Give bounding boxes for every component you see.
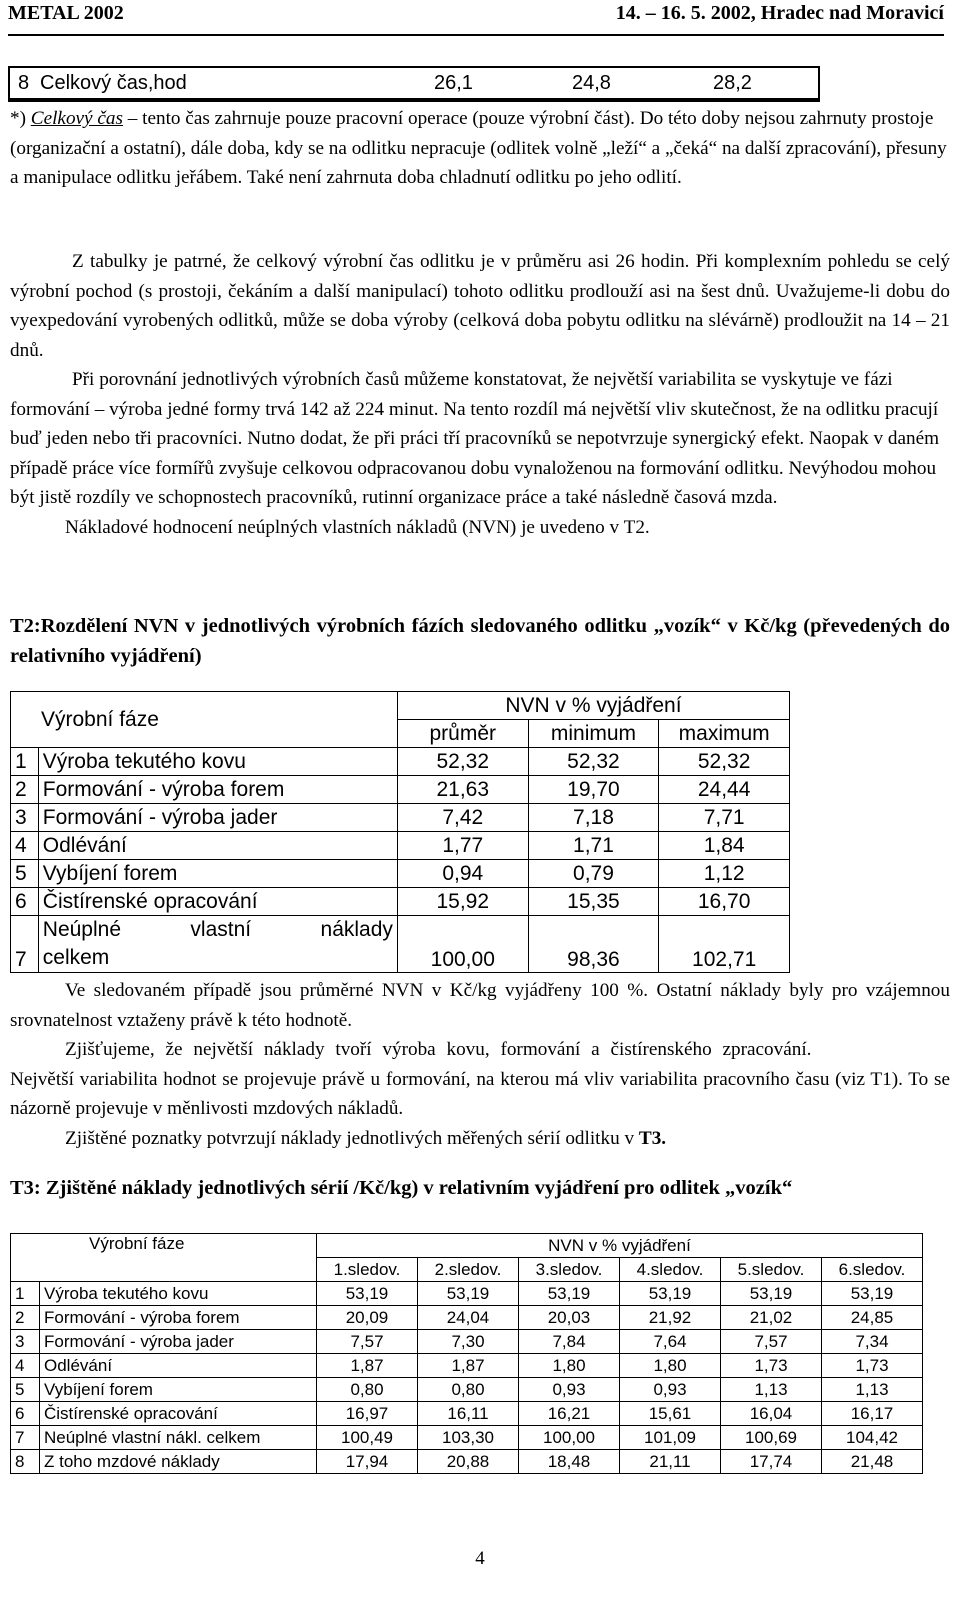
cell-value: 7,34 [822, 1330, 923, 1354]
cell-value: 7,57 [317, 1330, 418, 1354]
cell-value: 21,11 [620, 1450, 721, 1474]
row-name-line-2: celkem [42, 946, 110, 969]
row-name: Čistírenské opracování [40, 1402, 317, 1426]
row-name: Odlévání [40, 1354, 317, 1378]
cell-value: 1,73 [721, 1354, 822, 1378]
paragraph: Z tabulky je patrné, že celkový výrobní čas odlitku je v průměru asi 26 hodin. Při komplexním pohledu se celý výrobní pochod (s prostoji, čekáním a další manipulací) tohoto odlitku prodlouží asi na šest dnů. Uvažujeme-li dobu do vyexpedování vyrobených odlitků, může se doba výroby (celková doba pobytu odlitku na slévárně) prodloužit na 14 – 21 dnů. [10, 251, 950, 361]
cell-value: 18,48 [519, 1450, 620, 1474]
cell-value: 98,36 [528, 916, 659, 973]
row-name: Výroba tekutého kovu [38, 748, 397, 776]
table-row [11, 1330, 923, 1354]
row-name: Vybíjení forem [40, 1378, 317, 1402]
table-row-total [11, 916, 790, 973]
cell-value: 100,69 [721, 1426, 822, 1450]
paragraph: Při porovnání jednotlivých výrobních časů můžeme konstatovat, že největší variabilita se vyskytuje ve fázi formování – výroba jedné formy trvá 142 až 224 minut. Na tento rozdíl má největší vliv skutečnost, že na odlitku pracují buď jeden nebo tři pracovníci. Nutno dodat, že při práci tří pracovníků se nepotvrzuje synergický efekt. Naopak v daném případě práce více formířů zvyšuje celkovou odpracovanou dobu vynaloženou na formování odlitku. Nevýhodou mohou být jistě rozdíly ve schopnostech pracovníků, rutinní organizace práce a také následně časová mzda. [10, 369, 940, 508]
row-number: 7 [11, 1426, 40, 1450]
table-row [11, 1282, 923, 1306]
cell-value: 20,09 [317, 1306, 418, 1330]
row-value-1: 26,1 [434, 72, 473, 94]
cell-value: 1,13 [721, 1378, 822, 1402]
cell-value: 0,79 [528, 860, 659, 888]
table-header-col: maximum [659, 720, 790, 748]
cell-value: 15,35 [528, 888, 659, 916]
row-number: 4 [11, 1354, 40, 1378]
table-t3-caption: T3: Zjištěné náklady jednotlivých sérií /Kč/kg) v relativním vyjádření pro odlitek „vozík“ [10, 1177, 793, 1199]
body-text-1 [10, 247, 950, 542]
paragraph-text: Zjištěné poznatky potvrzují náklady jednotlivých měřených sérií odlitku v [65, 1127, 639, 1149]
cell-value: 0,93 [620, 1378, 721, 1402]
table-header-col: 2.sledov. [418, 1258, 519, 1282]
row-name: Formování - výroba jader [38, 804, 397, 832]
cell-value: 19,70 [528, 776, 659, 804]
cell-value: 21,92 [620, 1306, 721, 1330]
paragraph: Největší variabilita hodnot se projevuje právě u formování, na kterou má vliv variabilita pracovního času (viz T1). To se názorně projevuje v měnlivosti mzdových nákladů. [10, 1068, 950, 1119]
row-number: 8 [11, 1450, 40, 1474]
row-number: 7 [11, 916, 39, 973]
cell-value: 1,87 [418, 1354, 519, 1378]
cell-value: 21,63 [397, 776, 528, 804]
cell-value: 21,02 [721, 1306, 822, 1330]
table-t2 [10, 691, 790, 973]
table-header-phase: Výrobní fáze [11, 692, 398, 748]
table-header-col: průměr [397, 720, 528, 748]
paragraph: Ve sledovaném případě jsou průměrné NVN v Kč/kg vyjádřeny 100 %. Ostatní náklady byly pro vzájemnou srovnatelnost vztaženy právě k této hodnotě. [10, 980, 950, 1031]
cell-value: 1,84 [659, 832, 790, 860]
cell-value: 16,11 [418, 1402, 519, 1426]
table-row [11, 1378, 923, 1402]
paragraph [10, 1124, 950, 1154]
cell-value: 16,04 [721, 1402, 822, 1426]
cell-value: 52,32 [659, 748, 790, 776]
cell-value: 24,85 [822, 1306, 923, 1330]
cell-value: 52,32 [528, 748, 659, 776]
cell-value: 24,44 [659, 776, 790, 804]
cell-value: 1,77 [397, 832, 528, 860]
cell-value: 16,70 [659, 888, 790, 916]
row-name: Vybíjení forem [38, 860, 397, 888]
cell-value: 1,71 [528, 832, 659, 860]
table-row [11, 1426, 923, 1450]
cell-value: 53,19 [721, 1282, 822, 1306]
row-name: Výroba tekutého kovu [40, 1282, 317, 1306]
cell-value: 100,00 [519, 1426, 620, 1450]
paragraph: Zjišťujeme, že největší náklady tvoří výroba kovu, formování a čistírenského zpracování. [65, 1039, 812, 1060]
table-header-phase: Výrobní fáze [11, 1234, 317, 1282]
body-text-2 [10, 976, 950, 1153]
table-header-group: NVN v % vyjádření [317, 1234, 923, 1258]
footnote-text: – tento čas zahrnuje pouze pracovní operace (pouze výrobní část). Do této doby nejsou zahrnuty prostoje (organizační a ostatní), dále doba, kdy se na odlitku nepracuje (odlitek volně „leží“ a „čeká“ na další zpracování), přesuny a manipulace odlitku jeřábem. Také není zahrnuta doba chladnutí odlitku po jeho odlití. [10, 108, 947, 188]
cell-value: 52,32 [397, 748, 528, 776]
cell-value: 16,97 [317, 1402, 418, 1426]
table-row [11, 776, 790, 804]
table-row [11, 1354, 923, 1378]
cell-value: 7,84 [519, 1330, 620, 1354]
cell-value: 24,04 [418, 1306, 519, 1330]
table-header-col: 6.sledov. [822, 1258, 923, 1282]
cell-value: 20,88 [418, 1450, 519, 1474]
cell-value: 1,73 [822, 1354, 923, 1378]
row-name: Formování - výroba forem [38, 776, 397, 804]
table-header-col: 1.sledov. [317, 1258, 418, 1282]
cell-value: 1,12 [659, 860, 790, 888]
page-header [8, 0, 944, 36]
table-header-group: NVN v % vyjádření [397, 692, 789, 720]
table-row [11, 804, 790, 832]
cell-value: 7,57 [721, 1330, 822, 1354]
row-number: 2 [11, 1306, 40, 1330]
row-label: Celkový čas,hod [40, 72, 187, 94]
cell-value: 102,71 [659, 916, 790, 973]
table-header-col: 3.sledov. [519, 1258, 620, 1282]
cell-value: 15,61 [620, 1402, 721, 1426]
cell-value: 104,42 [822, 1426, 923, 1450]
cell-value: 0,80 [418, 1378, 519, 1402]
cell-value: 15,92 [397, 888, 528, 916]
footnote-marker: *) [10, 108, 31, 129]
row-number: 1 [11, 1282, 40, 1306]
table-row [11, 1450, 923, 1474]
row-value-3: 28,2 [713, 72, 752, 94]
row-number: 1 [11, 748, 39, 776]
cell-value: 1,80 [519, 1354, 620, 1378]
table-header-col: minimum [528, 720, 659, 748]
cell-value: 103,30 [418, 1426, 519, 1450]
paragraph: Nákladové hodnocení neúplných vlastních nákladů (NVN) je uvedeno v T2. [65, 516, 650, 538]
table-row [11, 860, 790, 888]
row-name: Neúplné vlastní nákl. celkem [40, 1426, 317, 1450]
cell-value: 53,19 [519, 1282, 620, 1306]
row-name: Odlévání [38, 832, 397, 860]
table-t2-caption: T2:Rozdělení NVN v jednotlivých výrobních fázích sledovaného odlitku „vozík“ v Kč/kg (převedených do relativního vyjádření) [10, 615, 950, 667]
cell-value: 1,87 [317, 1354, 418, 1378]
footnote-term: Celkový čas [30, 108, 123, 129]
cell-value: 100,00 [397, 916, 528, 973]
row-value-2: 24,8 [572, 72, 611, 94]
cell-value: 20,03 [519, 1306, 620, 1330]
table-header-col: 4.sledov. [620, 1258, 721, 1282]
row-number: 6 [11, 1402, 40, 1426]
previous-table-last-row [8, 66, 820, 102]
cell-value: 16,17 [822, 1402, 923, 1426]
cell-value: 1,13 [822, 1378, 923, 1402]
conference-name: METAL 2002 [8, 2, 124, 24]
table-row [11, 888, 790, 916]
footnote [10, 104, 950, 193]
cell-value: 7,18 [528, 804, 659, 832]
cell-value: 0,94 [397, 860, 528, 888]
cell-value: 100,49 [317, 1426, 418, 1450]
cell-value: 101,09 [620, 1426, 721, 1450]
row-name: Formování - výroba jader [40, 1330, 317, 1354]
row-number: 8 [18, 72, 30, 94]
row-number: 5 [11, 1378, 40, 1402]
cell-value: 17,94 [317, 1450, 418, 1474]
row-number: 6 [11, 888, 39, 916]
cell-value: 17,74 [721, 1450, 822, 1474]
cell-value: 7,71 [659, 804, 790, 832]
row-name-line-1: Neúplné vlastní náklady [42, 918, 393, 941]
cell-value: 7,42 [397, 804, 528, 832]
cell-value: 0,80 [317, 1378, 418, 1402]
cell-value: 0,93 [519, 1378, 620, 1402]
cell-value: 7,30 [418, 1330, 519, 1354]
row-number: 4 [11, 832, 39, 860]
table-reference: T3. [638, 1127, 667, 1149]
table-row [11, 832, 790, 860]
cell-value: 53,19 [317, 1282, 418, 1306]
cell-value: 53,19 [822, 1282, 923, 1306]
table-t3 [10, 1233, 923, 1474]
cell-value: 53,19 [620, 1282, 721, 1306]
table-row [11, 1402, 923, 1426]
conference-date-place: 14. – 16. 5. 2002, Hradec nad Moravicí [615, 2, 944, 24]
row-number: 3 [11, 804, 39, 832]
row-number: 5 [11, 860, 39, 888]
cell-value: 16,21 [519, 1402, 620, 1426]
cell-value: 53,19 [418, 1282, 519, 1306]
cell-value: 21,48 [822, 1450, 923, 1474]
cell-value: 7,64 [620, 1330, 721, 1354]
row-name [38, 916, 397, 973]
row-name: Formování - výroba forem [40, 1306, 317, 1330]
table-header-col: 5.sledov. [721, 1258, 822, 1282]
row-name: Z toho mzdové náklady [40, 1450, 317, 1474]
row-name: Čistírenské opracování [38, 888, 397, 916]
table-row [11, 748, 790, 776]
page-number: 4 [475, 1548, 485, 1569]
cell-value: 1,80 [620, 1354, 721, 1378]
table-row [11, 1306, 923, 1330]
row-number: 3 [11, 1330, 40, 1354]
row-number: 2 [11, 776, 39, 804]
